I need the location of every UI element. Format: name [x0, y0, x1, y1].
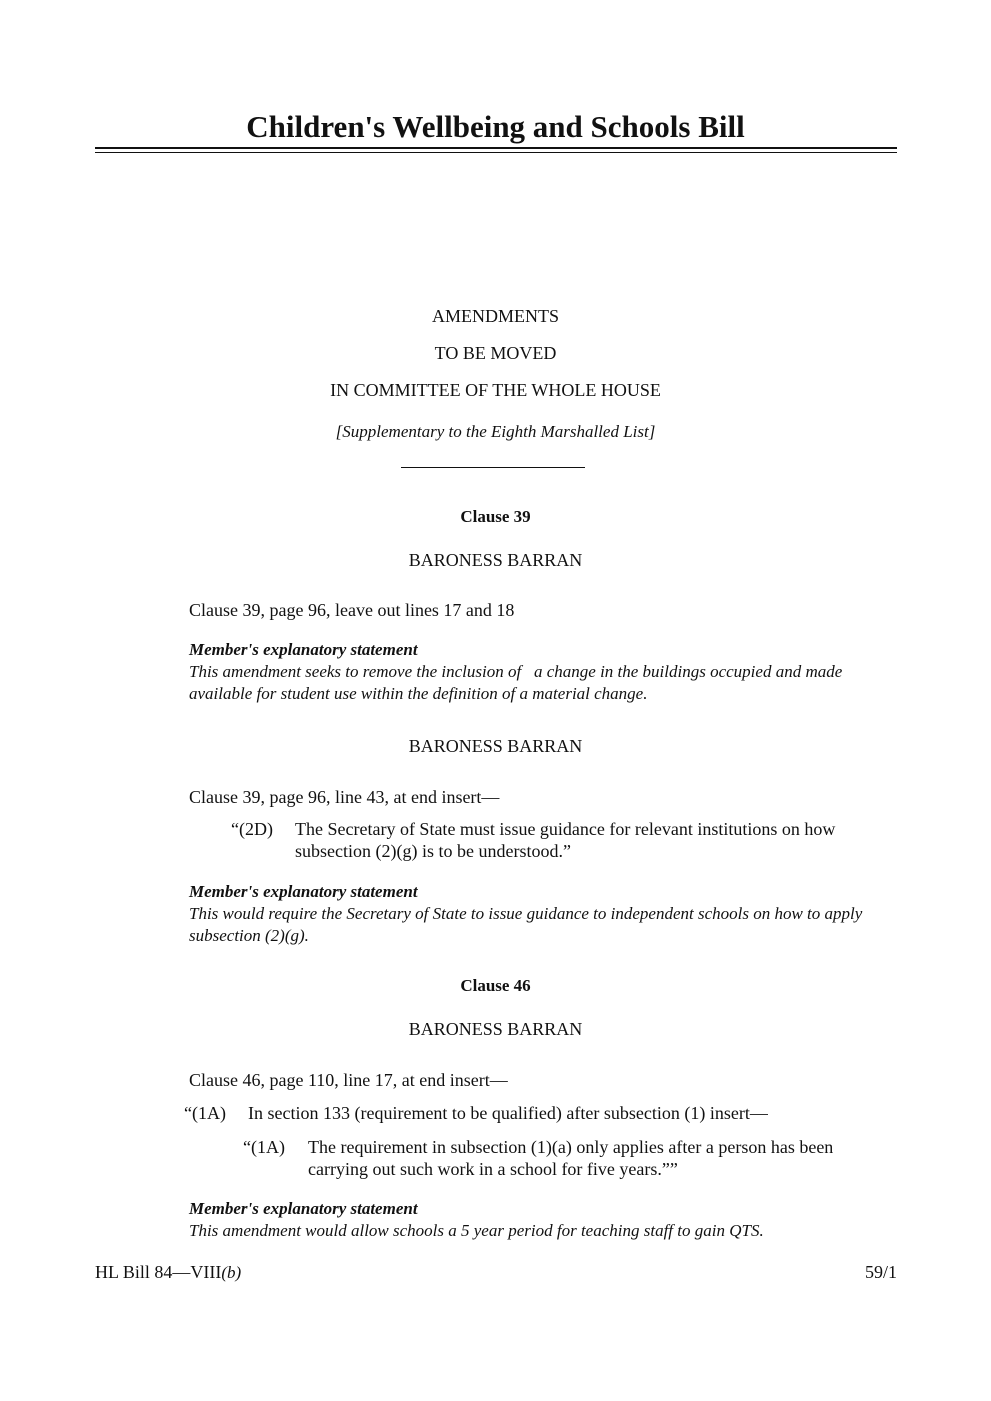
amendment-instruction: Clause 39, page 96, line 43, at end insert—	[189, 787, 500, 807]
member-name: BARONESS BARRAN	[408, 550, 583, 570]
heading-amendments: AMENDMENTS	[431, 306, 559, 326]
title-rule-bottom	[95, 152, 897, 154]
member-name: BARONESS BARRAN	[408, 736, 583, 756]
insert-text: In section 133 (requirement to be qualified) after subsection (1) insert—	[248, 1103, 768, 1123]
heading-committee: IN COMMITTEE OF THE WHOLE HOUSE	[330, 380, 661, 400]
document-title: Children's Wellbeing and Schools Bill	[246, 109, 745, 144]
insert-number: “(1A)	[184, 1103, 226, 1123]
nested-insert-text: The requirement in subsection (1)(a) only applies after a person has been	[308, 1137, 834, 1157]
amendment-instruction: Clause 46, page 110, line 17, at end insert—	[189, 1070, 508, 1090]
footer-page-number: 59/1	[864, 1262, 897, 1282]
statement-text: subsection (2)(g).	[189, 926, 309, 945]
separator-rule	[401, 467, 585, 468]
statement-heading: Member's explanatory statement	[189, 882, 418, 901]
statement-heading: Member's explanatory statement	[189, 640, 418, 659]
statement-text: This amendment would allow schools a 5 year period for teaching staff to gain QTS.	[189, 1221, 764, 1240]
footer-bill-ref	[95, 1261, 241, 1284]
nested-insert-text: carrying out such work in a school for five years.””	[308, 1159, 678, 1179]
bill-suffix: (b)	[221, 1263, 242, 1282]
heading-to-be-moved: TO BE MOVED	[434, 343, 557, 363]
bill-ref: HL Bill 84—VIII	[95, 1262, 222, 1282]
title-rule-top	[95, 147, 897, 149]
statement-text: This would require the Secretary of State to issue guidance to independent schools on how to apply	[189, 904, 863, 923]
heading-supplementary: [Supplementary to the Eighth Marshalled List]	[335, 422, 656, 441]
clause-heading: Clause 46	[460, 976, 531, 995]
clause-heading: Clause 39	[460, 507, 531, 526]
insert-text: subsection (2)(g) is to be understood.”	[295, 841, 571, 861]
nested-insert-number: “(1A)	[243, 1137, 285, 1157]
insert-number: “(2D)	[231, 819, 273, 839]
insert-text: The Secretary of State must issue guidance for relevant institutions on how	[295, 819, 836, 839]
statement-heading: Member's explanatory statement	[189, 1199, 418, 1218]
member-name: BARONESS BARRAN	[408, 1019, 583, 1039]
statement-text: This amendment seeks to remove the inclusion of a change in the buildings occupied and made	[189, 662, 843, 681]
statement-text: available for student use within the definition of a material change.	[189, 684, 648, 703]
amendment-instruction: Clause 39, page 96, leave out lines 17 and 18	[189, 600, 515, 620]
